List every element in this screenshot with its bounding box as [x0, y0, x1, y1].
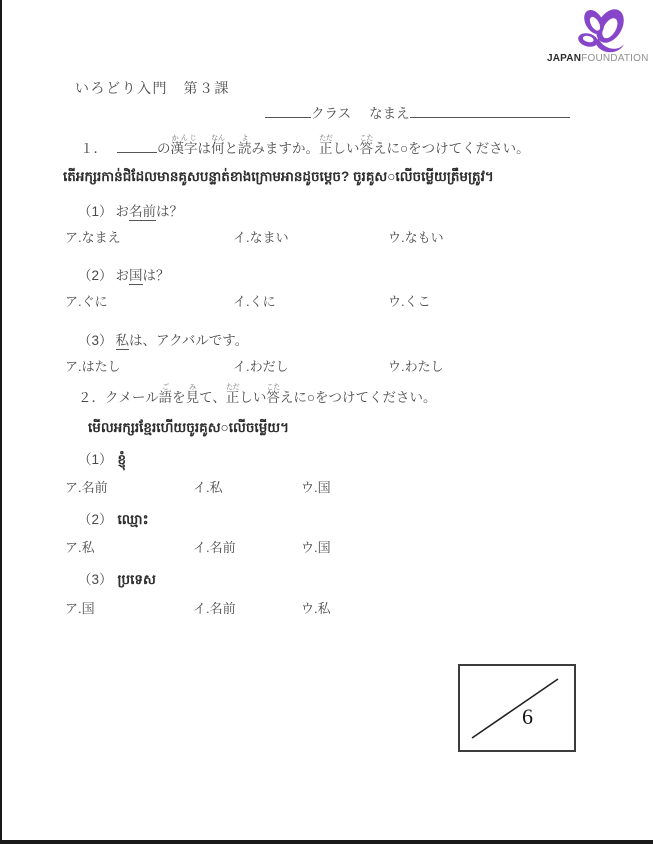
- question2-heading: ２．クメール語ごを見みて、正ただしい答こたえに○をつけてください。: [78, 384, 437, 405]
- q1-item-3: [78, 329, 248, 349]
- q1-item-3-text: 私は、アクバルです。: [115, 333, 249, 348]
- option-u: ウ.私: [301, 601, 331, 616]
- option-a: ア.国: [65, 601, 95, 616]
- q1-item-3-options: [65, 356, 535, 374]
- option-a: ア.ぐに: [65, 294, 108, 309]
- q1-item-2-text: お国は？: [115, 268, 170, 283]
- question1-khmer-instruction: តើអក្សរកាន់ជិដែលមានគូសបន្ទាត់ខាងក្រោមអានដូចម្ដេច? ចូរគូស○លើចម្លើយត្រឹមត្រូវ។: [63, 169, 494, 184]
- option-i: イ.名前: [193, 540, 236, 555]
- option-u: ウ.国: [301, 480, 331, 495]
- option-u: ウ.くこ: [388, 294, 431, 309]
- q2-item-1-khmer-word: ខ្ញុំ: [117, 452, 127, 467]
- option-i: イ.くに: [233, 294, 276, 309]
- score-denominator: 6: [522, 704, 533, 729]
- q1-item-1-number: （1）: [78, 204, 113, 219]
- option-i: イ.なまい: [233, 230, 289, 245]
- q2-item-2-khmer-word: ឈ្មោះ: [117, 512, 149, 527]
- score-diagonal-line: [460, 666, 570, 746]
- q2-item-1: [78, 448, 126, 471]
- class-name-fields: クラス なまえ: [265, 102, 570, 122]
- q1-item-1-text: お名前は？: [115, 204, 184, 219]
- page-edge-left: [0, 0, 2, 844]
- option-i: イ.わだし: [233, 359, 289, 374]
- option-u: ウ.国: [301, 540, 331, 555]
- q1-item-2-options: [65, 291, 535, 309]
- option-a: ア.はたし: [65, 359, 121, 374]
- page-title: いろどり入門 第３課: [75, 80, 230, 96]
- option-a: ア.私: [65, 540, 95, 555]
- logo-word-japan: JAPAN: [547, 53, 582, 64]
- q2-item-3-khmer-word: ប្រទេស: [117, 572, 156, 587]
- option-a: ア.名前: [65, 480, 108, 495]
- question2-khmer-instruction: មើលអក្សរខ្មែរហើយចូរគូស○លើចម្លើយ។: [88, 420, 290, 435]
- q2-item-1-options: [65, 477, 465, 495]
- q2-item-2: [78, 508, 149, 531]
- q2-item-3-options: [65, 598, 465, 616]
- q1-item-1: [78, 200, 183, 220]
- q1-item-2-number: （2）: [78, 268, 113, 283]
- q1-item-3-number: （3）: [78, 333, 113, 348]
- butterfly-logo-icon: [570, 6, 634, 56]
- option-i: イ.名前: [193, 601, 236, 616]
- option-u: ウ.わたし: [388, 359, 444, 374]
- q1-item-1-options: [65, 227, 535, 245]
- option-u: ウ.なもい: [388, 230, 444, 245]
- q1-item-2: [78, 264, 170, 284]
- option-i: イ.私: [193, 480, 223, 495]
- question1-heading: １． の漢字かんじは何なんと読よみますか。正ただしい答こたえに○をつけてください。: [80, 135, 530, 156]
- q2-item-3: [78, 568, 156, 591]
- page-edge-bottom: [0, 840, 653, 844]
- q2-item-3-number: （3）: [78, 572, 113, 587]
- q2-item-1-number: （1）: [78, 452, 113, 467]
- logo-word-foundation: FOUNDATION: [581, 53, 649, 64]
- q2-item-2-options: [65, 537, 465, 555]
- option-a: ア.なまえ: [65, 230, 121, 245]
- score-box: [458, 664, 576, 752]
- q2-item-2-number: （2）: [78, 512, 113, 527]
- japan-foundation-wordmark: [547, 53, 649, 64]
